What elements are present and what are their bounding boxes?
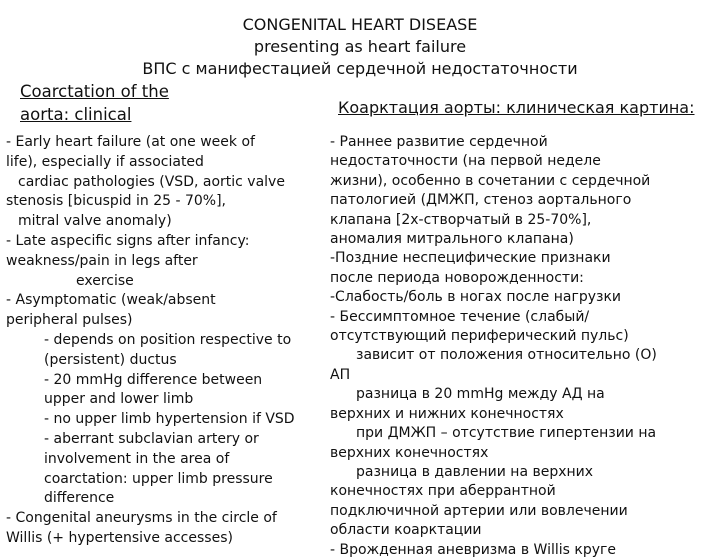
text-line: - aberrant subclavian artery or xyxy=(44,430,259,447)
text-line: - 20 mmHg difference between xyxy=(44,371,263,388)
text-line: exercise xyxy=(76,272,134,289)
text-line: отсутствующий периферический пульс) xyxy=(330,328,629,345)
text-line: жизни), особенно в сочетании с сердечной xyxy=(330,172,651,189)
text-line: - depends on position respective to xyxy=(44,331,292,348)
slide-title: CONGENITAL HEART DISEASE xyxy=(242,15,478,34)
text-line: аномалия митрального клапана) xyxy=(330,231,574,248)
text-line: конечностях при аберрантной xyxy=(330,483,556,500)
slide-subtitle-russian: ВПС с манифестацией сердечной недостаточности xyxy=(142,59,578,78)
text-line: life), especially if associated xyxy=(6,153,204,170)
text-line: weakness/pain in legs after xyxy=(6,252,198,269)
text-line: (persistent) ductus xyxy=(44,351,177,368)
text-line: при ДМЖП – отсутствие гипертензии на xyxy=(356,425,657,442)
text-line: -Слабость/боль в ногах после нагрузки xyxy=(330,289,621,306)
text-line: верхних конечностях xyxy=(330,444,489,461)
text-line: верхних и нижних конечностях xyxy=(330,405,564,422)
text-line: involvement in the area of xyxy=(44,450,230,467)
text-line: подключичной артерии или вовлечении xyxy=(330,502,628,519)
text-line: клапана [2х-створчатый в 25-70%], xyxy=(330,211,592,228)
text-line: после периода новорожденности: xyxy=(330,269,584,286)
slide-subtitle: presenting as heart failure xyxy=(253,37,467,56)
text-line: - Late aspecific signs after infancy: xyxy=(6,232,250,249)
text-line: разница в 20 mmHg между АД на xyxy=(356,386,605,403)
text-line: mitral valve anomaly) xyxy=(18,213,172,230)
text-line: - Early heart failure (at one week of xyxy=(6,134,255,150)
text-line: - Бессимптомное течение (слабый/ xyxy=(330,308,590,325)
left-column-heading xyxy=(20,80,220,126)
text-line: upper and lower limb xyxy=(44,391,194,408)
text-line: недостаточности (на первой неделе xyxy=(330,153,601,170)
text-line: АП xyxy=(330,366,351,383)
text-line: - no upper limb hypertension if VSD xyxy=(44,411,295,428)
left-column-text xyxy=(6,133,324,546)
text-line: патологией (ДМЖП, стеноз аортального xyxy=(330,192,632,209)
text-line: разница в давлении на верхних xyxy=(356,463,594,480)
text-line: - Congenital aneurysms in the circle of xyxy=(6,510,277,527)
slide-header xyxy=(0,14,720,80)
text-line: coarctation: upper limb pressure xyxy=(44,470,273,487)
text-line: -Поздние неспецифические признаки xyxy=(330,250,611,267)
text-line: Willis (+ hypertensive accesses) xyxy=(6,529,233,546)
text-line: stenosis [bicuspid in 25 - 70%], xyxy=(6,193,226,210)
text-line: зависит от положения относительно (О) xyxy=(356,347,657,364)
left-heading-line: Coarctation of the xyxy=(20,82,169,101)
text-line: - Врожденная аневризма в Willis круге xyxy=(330,541,616,558)
text-line: - Раннее развитие сердечной xyxy=(330,134,548,150)
text-line: cardiac pathologies (VSD, aortic valve xyxy=(18,173,285,190)
text-line: peripheral pulses) xyxy=(6,312,133,329)
left-heading-line: aorta: clinical xyxy=(20,105,132,124)
text-line: difference xyxy=(44,490,115,507)
right-column-text xyxy=(330,133,716,558)
text-line: - Asymptomatic (weak/absent xyxy=(6,292,216,309)
right-column-heading: Коарктация аорты: клиническая картина: xyxy=(338,98,695,117)
text-line: области коарктации xyxy=(330,522,482,539)
